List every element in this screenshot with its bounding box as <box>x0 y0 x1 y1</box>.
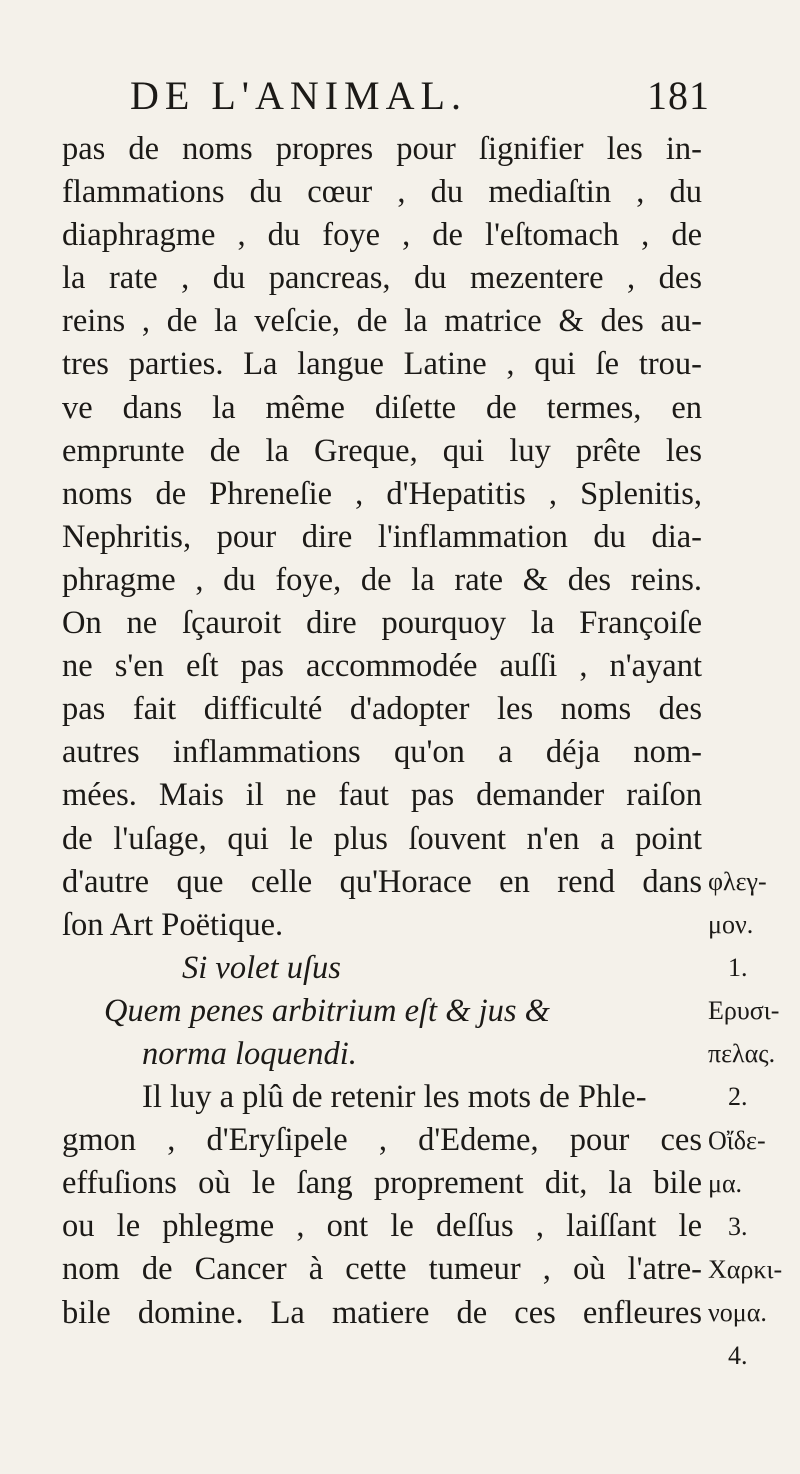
text-line: diaphragme , du foye , de l'eſtomach , de <box>62 217 702 254</box>
text-line: d'autre que celle qu'Horace en rend dans <box>62 863 702 900</box>
quote-line: Si volet uſus <box>182 949 341 986</box>
page-number: 181 <box>647 73 710 118</box>
margin-note: μα. <box>708 1168 743 1198</box>
text-line: ſon Art Poëtique. <box>62 906 284 943</box>
text-line: la rate , du pancreas, du mezentere , des <box>62 260 702 297</box>
text-line: mées. Mais il ne faut pas demander raiſon <box>62 777 702 814</box>
text-line: effuſions où le ſang proprement dit, la bile <box>62 1165 702 1202</box>
text-line: ou le phlegme , ont le deſſus , laiſſant le <box>62 1208 702 1245</box>
text-line: bile domine. La matiere de ces enfleures <box>62 1294 702 1331</box>
quote-line: norma loquendi. <box>142 1035 357 1072</box>
margin-note: νομα. <box>708 1297 767 1327</box>
text-line: On ne ſçauroit dire pourquoy la Françoiſe <box>62 605 702 642</box>
margin-note: μον. <box>708 910 754 940</box>
margin-note: Χαρκι- <box>708 1254 783 1284</box>
text-line: phragme , du foye, de la rate & des reins. <box>62 561 702 598</box>
margin-note: φλεγ- <box>708 867 767 896</box>
text-line: de l'uſage, qui le plus ſouvent n'en a point <box>62 820 702 857</box>
margin-note-number: 2. <box>728 1082 748 1112</box>
text-line: noms de Phreneſie , d'Hepatitis , Splenitis, <box>62 475 702 512</box>
text-line: reins , de la veſcie, de la matrice & des au- <box>62 303 702 340</box>
text-line: emprunte de la Greque, qui luy prête les <box>62 432 702 469</box>
text-line: gmon , d'Eryſipele , d'Edeme, pour ces <box>62 1122 702 1159</box>
margin-note-number: 4. <box>728 1341 748 1371</box>
text-line: ne s'en eſt pas accommodée auſſi , n'ayant <box>62 648 702 685</box>
text-line: Il luy a plû de retenir les mots de Phle- <box>142 1079 647 1116</box>
main-text <box>62 128 702 1335</box>
text-line: nom de Cancer à cette tumeur , où l'atre- <box>62 1251 702 1288</box>
margin-note: Οἴδε- <box>708 1125 766 1155</box>
quote-line: Quem penes arbitrium eſt & jus & <box>104 992 550 1029</box>
margin-note-number: 3. <box>728 1211 748 1241</box>
text-line: autres inflammations qu'on a déja nom- <box>62 734 702 771</box>
margin-notes <box>708 128 794 1377</box>
running-title: DE L'ANIMAL. <box>130 73 467 118</box>
margin-note: Ερυσι- <box>708 996 780 1026</box>
text-line: pas fait difficulté d'adopter les noms des <box>62 691 702 728</box>
text-line: pas de noms propres pour ſignifier les in- <box>62 131 702 167</box>
text-line: flammations du cœur , du mediaſtin , du <box>62 174 702 211</box>
margin-note-number: 1. <box>728 953 748 983</box>
text-line: ve dans la même diſette de termes, en <box>62 389 702 426</box>
text-line: Nephritis, pour dire l'inflammation du dia- <box>62 518 702 555</box>
page-header <box>130 72 710 128</box>
text-line: tres parties. La langue Latine , qui ſe trou- <box>62 346 702 383</box>
margin-note: πελας. <box>708 1039 776 1069</box>
